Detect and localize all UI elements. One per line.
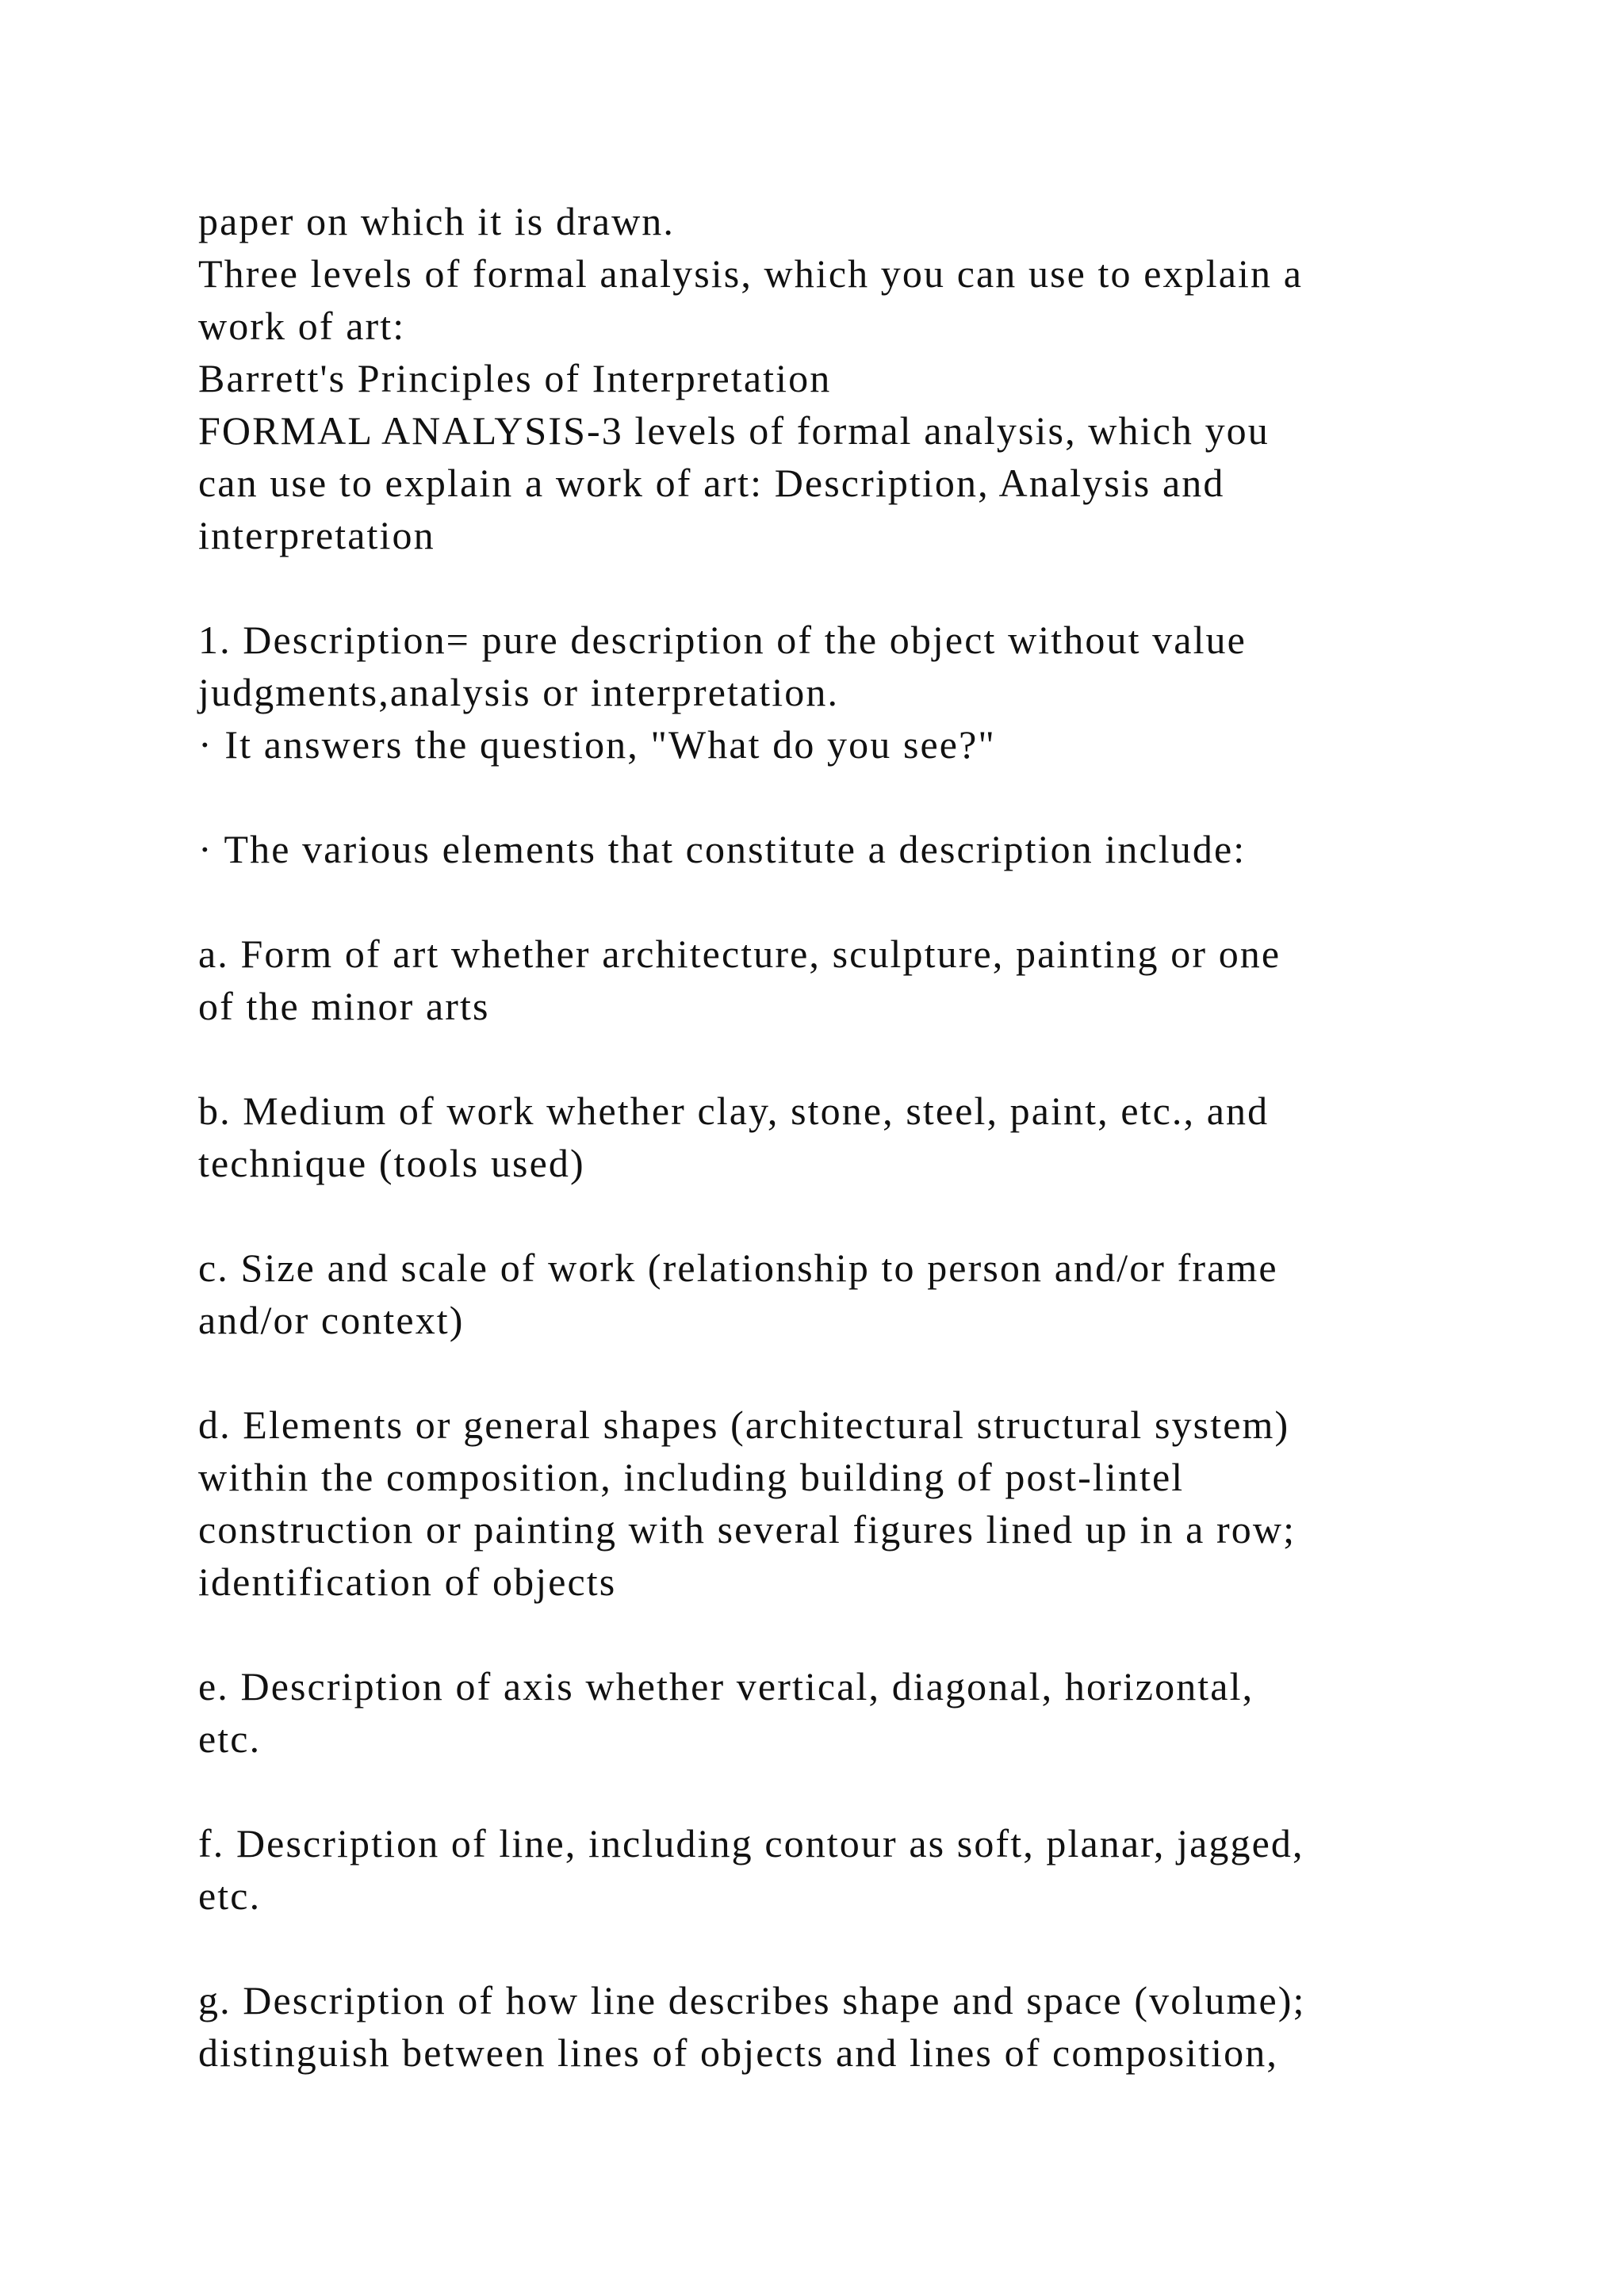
- text-line: paper on which it is drawn.: [198, 199, 676, 243]
- text-line: can use to explain a work of art: Description, Analysis and: [198, 461, 1225, 505]
- blank-line: [198, 1765, 1483, 1817]
- blank-line: [198, 1189, 1483, 1242]
- text-line: b. Medium of work whether clay, stone, steel, paint, etc., and: [198, 1089, 1270, 1133]
- text-line: d. Elements or general shapes (architectural structural system): [198, 1402, 1290, 1447]
- blank-line: [198, 1608, 1483, 1660]
- text-line: work of art:: [198, 304, 406, 348]
- text-line: within the composition, including building of post-lintel: [198, 1455, 1185, 1499]
- text-line: Barrett's Principles of Interpretation: [198, 356, 832, 400]
- text-line: construction or painting with several figures lined up in a row;: [198, 1507, 1297, 1552]
- text-line: · It answers the question, "What do you see?": [198, 722, 996, 767]
- text-line: distinguish between lines of objects and lines of composition,: [198, 2030, 1278, 2075]
- text-line: identification of objects: [198, 1559, 617, 1604]
- text-line: · The various elements that constitute a description include:: [198, 827, 1247, 871]
- blank-line: [198, 561, 1483, 614]
- text-line: judgments,analysis or interpretation.: [198, 670, 840, 714]
- text-line: technique (tools used): [198, 1141, 585, 1185]
- text-line: a. Form of art whether architecture, sculpture, painting or one: [198, 932, 1281, 976]
- text-line: FORMAL ANALYSIS-3 levels of formal analysis, which you: [198, 408, 1270, 453]
- text-line: Three levels of formal analysis, which you can use to explain a: [198, 251, 1303, 296]
- blank-line: [198, 1922, 1483, 1974]
- document-body: [198, 195, 1483, 2079]
- blank-line: [198, 875, 1483, 928]
- text-line: g. Description of how line describes shape and space (volume);: [198, 1978, 1306, 2022]
- blank-line: [198, 1032, 1483, 1085]
- text-line: etc.: [198, 1873, 262, 1918]
- text-line: e. Description of axis whether vertical, diagonal, horizontal,: [198, 1664, 1254, 1709]
- text-line: interpretation: [198, 513, 435, 557]
- blank-line: [198, 771, 1483, 823]
- blank-line: [198, 1346, 1483, 1399]
- text-line: and/or context): [198, 1298, 465, 1342]
- text-line: of the minor arts: [198, 984, 490, 1028]
- text-line: 1. Description= pure description of the object without value: [198, 618, 1247, 662]
- text-line: c. Size and scale of work (relationship to person and/or frame: [198, 1246, 1278, 1290]
- text-line: etc.: [198, 1716, 262, 1761]
- text-line: f. Description of line, including contour as soft, planar, jagged,: [198, 1821, 1304, 1866]
